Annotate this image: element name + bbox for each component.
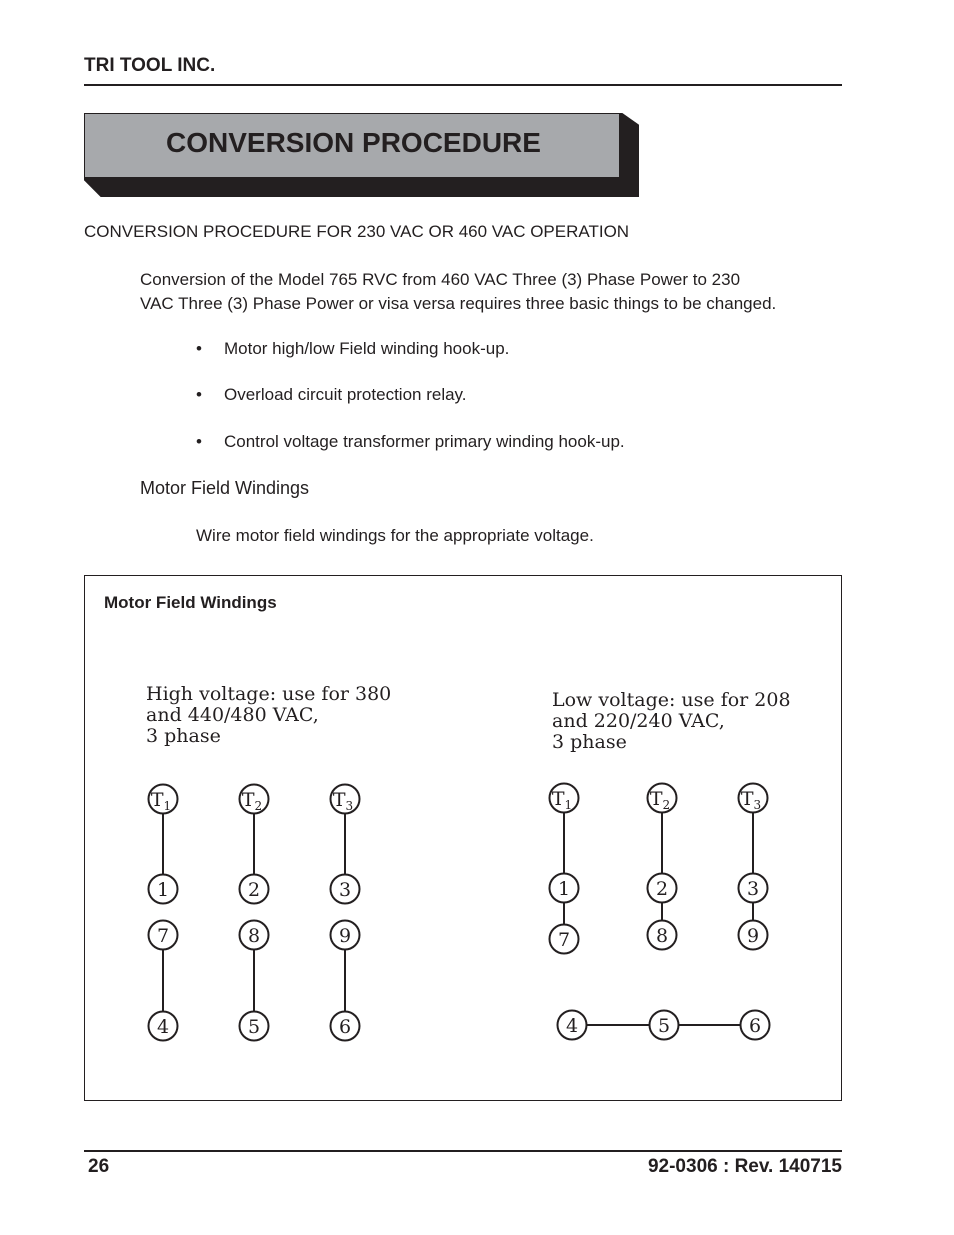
terminal-9: 9 [338,925,352,947]
document-revision: 92-0306 : Rev. 140715 [647,1156,842,1177]
terminal-t3: $T_3$ [332,789,354,813]
figure-title: Motor Field Windings [104,593,277,612]
company-name: TRI TOOL INC. [84,55,216,76]
terminal-8: 8 [655,925,669,947]
terminal-1: 1 [156,879,170,901]
terminal-7: 7 [156,925,170,947]
terminal-t1: $T_1$ [551,788,573,812]
intro-line-2: VAC Three (3) Phase Power or visa versa requires three basic things to be changed. [140,294,777,313]
low-voltage-line-3: 3 phase [552,731,627,753]
subnote: Wire motor field windings for the appropriate voltage. [196,526,594,545]
terminal-5: 5 [247,1016,261,1038]
intro-paragraph [140,268,850,316]
wiring-diagram [84,575,842,1101]
intro-line-1: Conversion of the Model 765 RVC from 460 VAC Three (3) Phase Power to 230 [140,270,741,289]
terminal-9: 9 [746,925,760,947]
high-voltage-line-1: High voltage: use for 380 [146,683,392,705]
terminal-4: 4 [565,1015,579,1037]
header-rule [84,84,842,86]
terminal-6: 6 [748,1015,762,1037]
footer-rule [84,1150,842,1152]
terminal-t2: $T_2$ [241,789,263,813]
low-voltage-line-1: Low voltage: use for 208 [552,689,791,711]
high-voltage-line-2: and 440/480 VAC, [146,704,319,726]
terminal-3: 3 [746,878,760,900]
terminal-t3: $T_3$ [740,788,762,812]
low-voltage-line-2: and 220/240 VAC, [552,710,725,732]
page-number: 26 [88,1156,110,1177]
terminal-6: 6 [338,1016,352,1038]
terminal-5: 5 [657,1015,671,1037]
bullet-text: Control voltage transformer primary winding hook-up. [224,432,625,451]
bullet-text: Overload circuit protection relay. [224,385,467,404]
terminal-7: 7 [557,929,571,951]
terminal-4: 4 [156,1016,170,1038]
bullet-marker: • [196,432,202,451]
bullet-marker: • [196,385,202,404]
terminal-3: 3 [338,879,352,901]
banner-title: CONVERSION PROCEDURE [166,127,541,158]
subhead: Motor Field Windings [140,478,310,498]
terminal-t2: $T_2$ [649,788,671,812]
terminal-2: 2 [247,879,261,901]
terminal-1: 1 [557,878,571,900]
section-heading: CONVERSION PROCEDURE FOR 230 VAC OR 460 VAC OPERATION [84,222,630,241]
terminal-2: 2 [655,878,669,900]
bullet-text: Motor high/low Field winding hook-up. [224,339,510,358]
high-voltage-line-3: 3 phase [146,725,221,747]
terminal-t1: $T_1$ [150,789,172,813]
terminal-8: 8 [247,925,261,947]
bullet-marker: • [196,339,202,358]
